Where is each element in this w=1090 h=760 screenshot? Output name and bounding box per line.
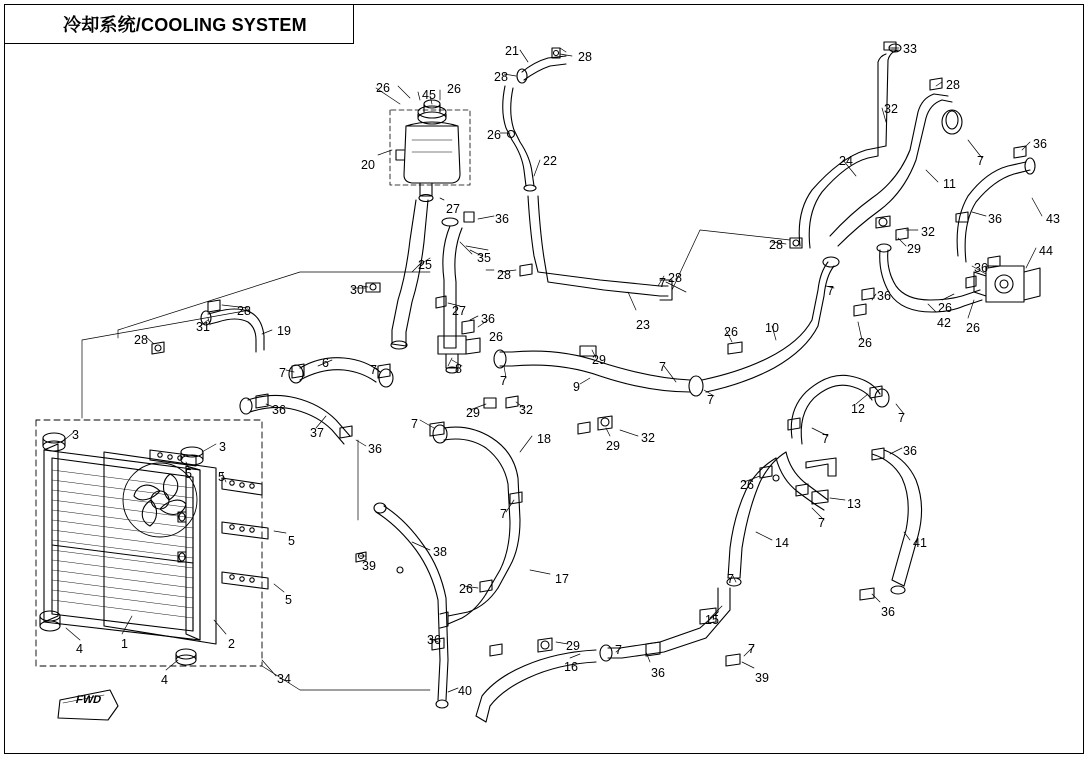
callout-32: 32 xyxy=(921,225,935,239)
callout-17: 17 xyxy=(555,572,569,586)
callout-18: 18 xyxy=(537,432,551,446)
callout-36: 36 xyxy=(881,605,895,619)
callout-36: 36 xyxy=(988,212,1002,226)
callout-32: 32 xyxy=(519,403,533,417)
callout-29: 29 xyxy=(466,406,480,420)
callout-6: 6 xyxy=(322,356,329,370)
callout-21: 21 xyxy=(505,44,519,58)
callout-7: 7 xyxy=(500,374,507,388)
callout-36: 36 xyxy=(427,633,441,647)
callout-43: 43 xyxy=(1046,212,1060,226)
callout-32: 32 xyxy=(641,431,655,445)
callout-5: 5 xyxy=(285,593,292,607)
callout-7: 7 xyxy=(977,154,984,168)
callout-31: 31 xyxy=(196,320,210,334)
callout-39: 39 xyxy=(755,671,769,685)
callout-7: 7 xyxy=(727,572,734,586)
callout-12: 12 xyxy=(851,402,865,416)
callout-32: 32 xyxy=(884,102,898,116)
callout-11: 11 xyxy=(943,177,956,191)
callout-20: 20 xyxy=(361,158,375,172)
callout-13: 13 xyxy=(847,497,861,511)
callout-7: 7 xyxy=(659,276,666,290)
callout-26: 26 xyxy=(489,330,503,344)
callout-28: 28 xyxy=(494,70,508,84)
callout-9: 9 xyxy=(573,380,580,394)
callout-33: 33 xyxy=(903,42,917,56)
callout-29: 29 xyxy=(907,242,921,256)
callout-28: 28 xyxy=(237,304,251,318)
callout-34: 34 xyxy=(277,672,291,686)
callout-7: 7 xyxy=(748,642,755,656)
callout-36: 36 xyxy=(368,442,382,456)
callout-7: 7 xyxy=(659,360,666,374)
callout-19: 19 xyxy=(277,324,291,338)
callout-35: 35 xyxy=(477,251,491,265)
callout-26: 26 xyxy=(459,582,473,596)
callout-36: 36 xyxy=(1033,137,1047,151)
callout-36: 36 xyxy=(495,212,509,226)
callout-7: 7 xyxy=(827,284,834,298)
callout-41: 41 xyxy=(913,536,927,550)
callout-7: 7 xyxy=(822,432,829,446)
fwd-direction-label: FWD xyxy=(74,694,103,706)
callout-10: 10 xyxy=(765,321,779,335)
callout-28: 28 xyxy=(497,268,511,282)
callout-36: 36 xyxy=(974,261,988,275)
callout-26: 26 xyxy=(724,325,738,339)
callout-7: 7 xyxy=(898,411,905,425)
callout-38: 38 xyxy=(433,545,447,559)
callout-14: 14 xyxy=(775,536,789,550)
callout-7: 7 xyxy=(818,516,825,530)
callout-3: 3 xyxy=(72,428,79,442)
page-title: 冷却系统/COOLING SYSTEM xyxy=(63,15,307,35)
callout-7: 7 xyxy=(707,393,714,407)
callout-7: 7 xyxy=(279,366,286,380)
callout-26: 26 xyxy=(938,301,952,315)
callout-3: 3 xyxy=(219,440,226,454)
callout-39: 39 xyxy=(362,559,376,573)
callout-8: 8 xyxy=(455,362,462,376)
callout-28: 28 xyxy=(946,78,960,92)
callout-26: 26 xyxy=(447,82,461,96)
callout-7: 7 xyxy=(500,507,507,521)
callout-26: 26 xyxy=(858,336,872,350)
callout-26: 26 xyxy=(487,128,501,142)
callout-24: 24 xyxy=(839,154,853,168)
callout-29: 29 xyxy=(566,639,580,653)
callout-26: 26 xyxy=(966,321,980,335)
callout-29: 29 xyxy=(592,353,606,367)
callout-15: 15 xyxy=(705,613,719,627)
callout-30: 30 xyxy=(350,283,364,297)
callout-4: 4 xyxy=(161,673,168,687)
page-border xyxy=(4,4,1084,754)
callout-37: 37 xyxy=(310,426,324,440)
callout-36: 36 xyxy=(903,444,917,458)
callout-28: 28 xyxy=(668,271,682,285)
callout-36: 36 xyxy=(272,403,286,417)
callout-23: 23 xyxy=(636,318,650,332)
callout-36: 36 xyxy=(481,312,495,326)
callout-5: 5 xyxy=(218,470,225,484)
callout-45: 45 xyxy=(422,88,436,102)
callout-28: 28 xyxy=(578,50,592,64)
callout-27: 27 xyxy=(446,202,460,216)
callout-28: 28 xyxy=(769,238,783,252)
callout-36: 36 xyxy=(877,289,891,303)
callout-29: 29 xyxy=(606,439,620,453)
callout-5: 5 xyxy=(185,467,192,481)
callout-7: 7 xyxy=(370,363,377,377)
callout-16: 16 xyxy=(564,660,578,674)
callout-36: 36 xyxy=(651,666,665,680)
callout-2: 2 xyxy=(228,637,235,651)
callout-26: 26 xyxy=(376,81,390,95)
callout-42: 42 xyxy=(937,316,951,330)
callout-1: 1 xyxy=(121,637,128,651)
callout-5: 5 xyxy=(288,534,295,548)
callout-22: 22 xyxy=(543,154,557,168)
callout-7: 7 xyxy=(615,643,622,657)
callout-4: 4 xyxy=(76,642,83,656)
callout-28: 28 xyxy=(134,333,148,347)
callout-25: 25 xyxy=(418,258,432,272)
callout-44: 44 xyxy=(1039,244,1053,258)
callout-7: 7 xyxy=(411,417,418,431)
callout-27: 27 xyxy=(452,304,466,318)
title-block xyxy=(4,4,354,44)
callout-26: 26 xyxy=(740,478,754,492)
callout-40: 40 xyxy=(458,684,472,698)
